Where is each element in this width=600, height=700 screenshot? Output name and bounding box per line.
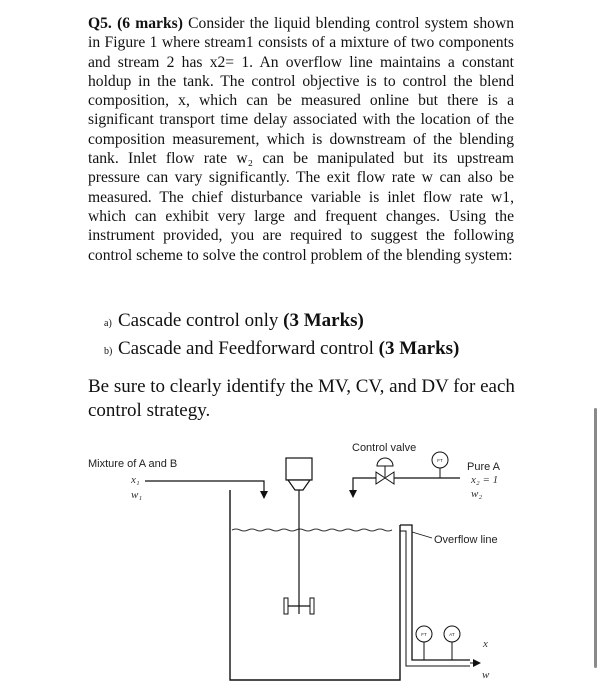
sub-question-b-marker: b) bbox=[104, 346, 113, 357]
overflow-label-leader bbox=[412, 532, 432, 538]
flow-transmitter-outlet-label: FT bbox=[421, 632, 427, 637]
sub-question-b-text: Cascade and Feedforward control bbox=[118, 338, 379, 359]
control-valve-label: Control valve bbox=[352, 442, 417, 454]
overflow-line-pipe-inner bbox=[400, 531, 470, 666]
analyzer-transmitter-label: AT bbox=[449, 632, 455, 637]
question-body: Consider the liquid blending control system shown in Figure 1 where stream1 consists of a mixture of two components and stream 2 has x2= 1. An overflow line maintains a constant holdup in the tank. The control objective is to control the blend composition, x, which can be measured online but there is a significant transport time delay associated with the location of the composition measurement, which is downstream of the blending tank. Inlet flow rate w₂ can be manipulated but its upstream pressure can vary significantly. The exit flow rate w can also be measured. The chief disturbance variable is inlet flow rate w1, which can exhibit very large and frequent changes. Using the instrument provided, you are required to suggest the following control scheme to solve the control problem of the blending system: bbox=[88, 15, 515, 264]
valve-actuator bbox=[377, 458, 393, 466]
question-number: Q5. bbox=[88, 15, 112, 32]
tank-wall bbox=[230, 490, 400, 680]
sub-question-a-marker: a) bbox=[104, 318, 112, 329]
flow-transmitter-inlet2-label: FT bbox=[437, 458, 443, 463]
mixer-coupling bbox=[288, 480, 310, 490]
outlet-flow: w bbox=[482, 669, 490, 681]
inlet2-composition: x₂ = 1 bbox=[471, 474, 499, 486]
sub-question-a-text: Cascade control only bbox=[118, 310, 284, 331]
inlet2-flow: w₂ bbox=[471, 488, 483, 500]
impeller-blade-right bbox=[310, 598, 314, 614]
inlet2-pipe bbox=[353, 478, 460, 497]
outlet-composition: x bbox=[483, 638, 488, 650]
sub-question-a-marks: (3 Marks) bbox=[283, 310, 364, 331]
liquid-level bbox=[232, 529, 392, 531]
inlet1-label: Mixture of A and B bbox=[88, 458, 178, 470]
inlet1-composition: x₁ bbox=[131, 474, 140, 486]
impeller-blade-left bbox=[284, 598, 288, 614]
sub-question-b-marks: (3 Marks) bbox=[378, 338, 460, 359]
question-marks: (6 marks) bbox=[117, 15, 183, 32]
inlet1-flow: w₁ bbox=[131, 489, 143, 501]
overflow-line-label: Overflow line bbox=[434, 534, 498, 546]
inlet1-pipe bbox=[145, 481, 264, 498]
instruction-text: Be sure to clearly identify the MV, CV, and DV for each control strategy. bbox=[88, 376, 515, 421]
mixer-motor bbox=[286, 458, 312, 480]
inlet2-label: Pure A bbox=[467, 461, 501, 473]
